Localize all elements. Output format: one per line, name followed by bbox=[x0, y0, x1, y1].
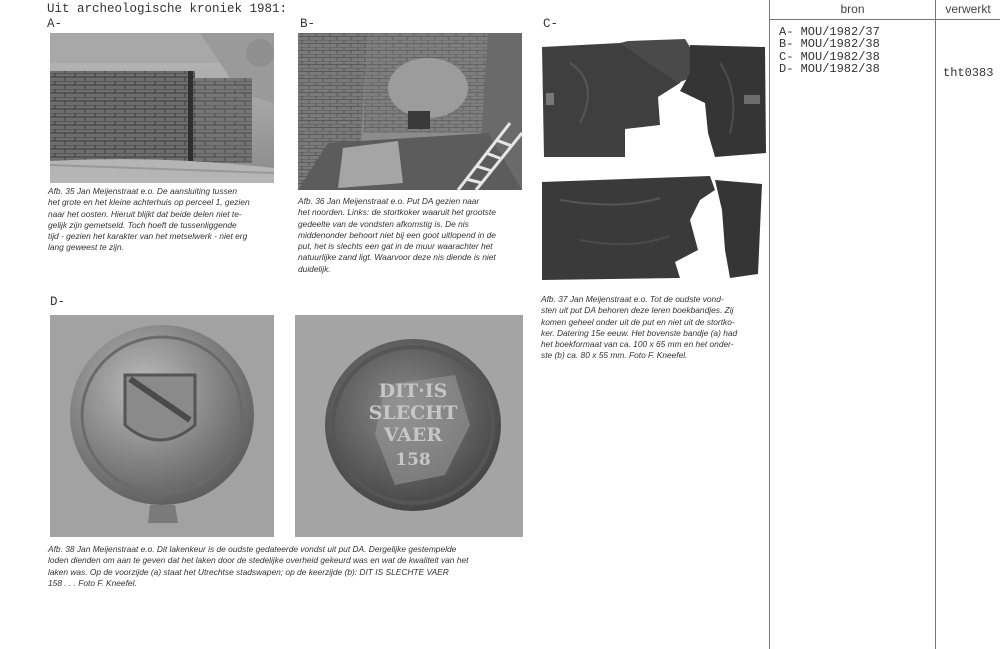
section-label-c: C- bbox=[543, 17, 559, 31]
photo-leather-binding-a bbox=[540, 33, 768, 161]
verwerkt-value: tht0383 bbox=[943, 66, 994, 80]
photo-brick-wall bbox=[50, 33, 274, 183]
photo-leather-binding-b bbox=[540, 170, 768, 285]
table-header-verwerkt: verwerkt bbox=[945, 2, 991, 16]
page-title: Uit archeologische kroniek 1981: bbox=[47, 2, 288, 16]
table-header-divider bbox=[769, 19, 1000, 20]
caption-afb-37: Afb. 37 Jan Meijenstraat e.o. Tot de oudste vond- sten uit put DA behoren deze leren boekbandjes. Zij komen geheel onder uit de put en niet uit de stortko- ker. Datering 15e eeuw. Het bovenste bandje (a) had het boekformaat van ca. 100 x 65 mm en het onder- ste (b) ca. 80 x 55 mm. Foto F. Kneefel. bbox=[541, 294, 738, 361]
bron-item-c: C- MOU/1982/38 bbox=[779, 49, 880, 64]
table-column-divider bbox=[935, 0, 936, 649]
photo-lead-seal-front bbox=[50, 315, 274, 537]
photo-lead-seal-reverse bbox=[295, 315, 523, 537]
table-left-border bbox=[769, 0, 770, 649]
caption-afb-35: Afb. 35 Jan Meijenstraat e.o. De aansluiting tussen het grote en het kleine achterhuis op perceel 1, gezien naar het oosten. Hieruit blijkt dat beide delen niet te- gelijk zijn gemetseld. Toch hoeft de tussenliggende tijd - gezien het karakter van het metselwerk - niet erg lang geweest te zijn. bbox=[48, 186, 250, 253]
table-header-bron: bron bbox=[840, 2, 865, 16]
bron-item-b: B- MOU/1982/38 bbox=[779, 37, 880, 52]
seal-inscription-line-1: DIT·IS bbox=[378, 380, 448, 402]
seal-inscription-line-2: SLECHT bbox=[368, 402, 458, 424]
caption-afb-38: Afb. 38 Jan Meijenstraat e.o. Dit lakenkeur is de oudste gedateerde vondst uit put DA. Dergelijke gestempelde loden dienden om aan te geven dat het laken door de stedelijke overheid gekeurd was en wat de kwaliteit van het laken was. Op de voorzijde (a) staat het Utrechtse stadswapen; op de keerzijde (b): DIT IS SLECHTE VAER 158 . . . Foto F. Kneefel. bbox=[48, 544, 469, 588]
bron-item-a: A- MOU/1982/37 bbox=[779, 25, 880, 39]
bron-list bbox=[779, 26, 880, 76]
section-label-b: B- bbox=[300, 17, 316, 31]
caption-afb-36: Afb. 36 Jan Meijenstraat e.o. Put DA gezien naar het noorden. Links: de stortkoker waaruit het grootste gedeelte van de vondsten afkomstig is. De nis middenonder behoort niet bij een goot uitlopend in de put, het is slechts een gat in de muur waarachter het natuurlijke zand ligt. Waarvoor deze nis diende is niet duidelijk. bbox=[298, 196, 496, 274]
seal-inscription-line-3: VAER bbox=[383, 424, 443, 446]
seal-inscription-line-4: 158 bbox=[395, 450, 431, 470]
photo-excavation-pit bbox=[298, 33, 522, 190]
section-label-d: D- bbox=[50, 295, 66, 309]
section-label-a: A- bbox=[47, 17, 63, 31]
bron-item-d: D- MOU/1982/38 bbox=[779, 62, 880, 77]
